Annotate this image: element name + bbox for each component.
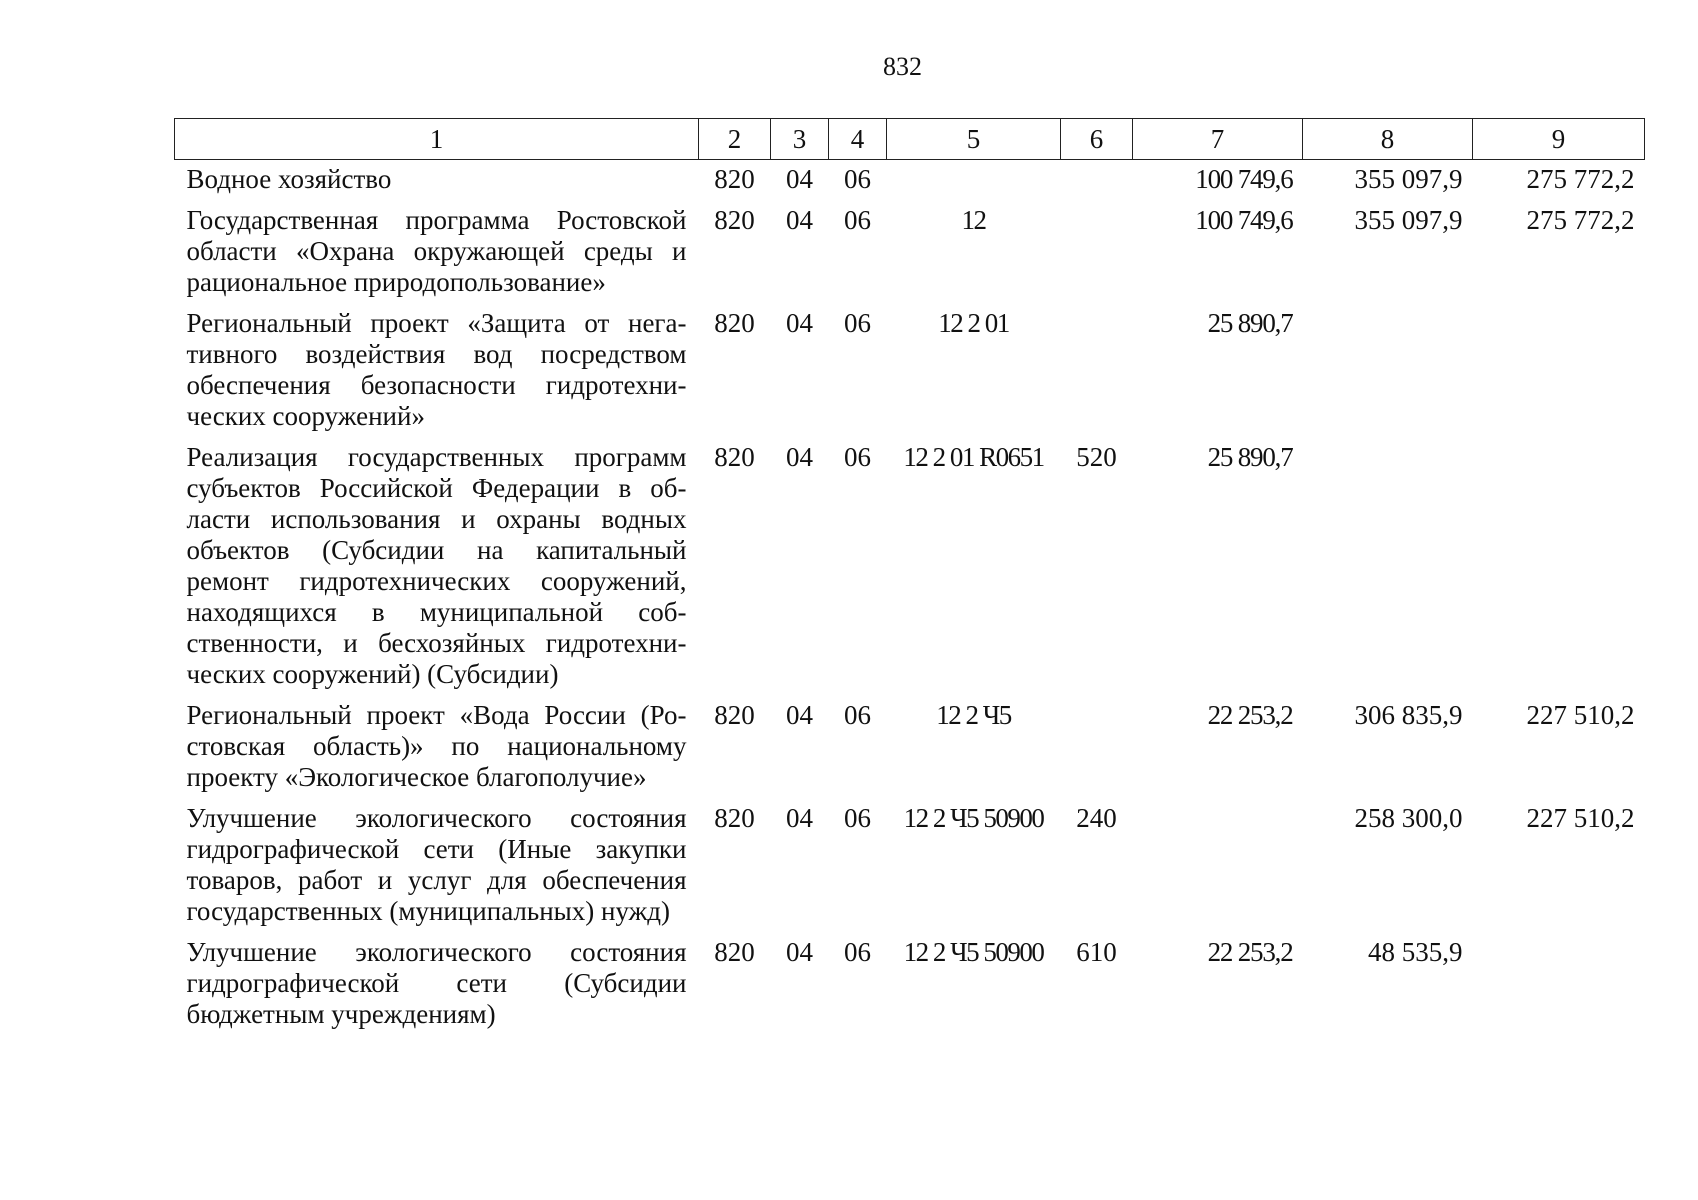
table-row: [175, 933, 1645, 1036]
ministry-code: 820: [714, 308, 755, 338]
header-cell-3: 3: [771, 119, 829, 160]
page-number: 832: [883, 52, 922, 81]
section-code: 04: [786, 803, 813, 833]
section-code: 04: [786, 205, 813, 235]
target-article-code: 12: [961, 205, 986, 235]
amount-col-9: [1473, 438, 1645, 696]
row-name: Региональный проект «Защита от негативного воздействия вод посредством обеспечения безопасности гидротехнических сооружений»: [186, 308, 687, 431]
expense-type-code: [1061, 304, 1133, 438]
section-code: 04: [786, 164, 813, 194]
row-name: Водное хозяйство: [186, 164, 392, 194]
amount-col-8: 48 535,9: [1368, 937, 1463, 967]
header-cell-8: 8: [1303, 119, 1473, 160]
table-row: [175, 201, 1645, 304]
table-row: [175, 696, 1645, 799]
amount-col-7: 25 890,7: [1207, 308, 1293, 338]
row-name: Реализация государственных программ субъектов Российской Федерации в области использования и охраны водных объектов (Субсидии на капитальный ремонт гидротехнических сооружений, находящихся в муниципальной собственности, и бесхозяйных гидротехнических сооружений) (Субсидии): [186, 442, 687, 689]
ministry-code: 820: [714, 164, 755, 194]
amount-col-7: 25 890,7: [1207, 442, 1293, 472]
section-code: 04: [786, 442, 813, 472]
section-code: 04: [786, 700, 813, 730]
amount-col-9: [1473, 304, 1645, 438]
header-cell-6: 6: [1061, 119, 1133, 160]
amount-col-9: 275 772,2: [1526, 205, 1635, 235]
subsection-code: 06: [844, 164, 871, 194]
subsection-code: 06: [844, 308, 871, 338]
section-code: 04: [786, 937, 813, 967]
subsection-code: 06: [844, 937, 871, 967]
amount-col-7: [1133, 799, 1303, 933]
expense-type-code: 520: [1076, 442, 1117, 472]
subsection-code: 06: [844, 442, 871, 472]
header-cell-2: 2: [699, 119, 771, 160]
ministry-code: 820: [714, 442, 755, 472]
amount-col-9: 275 772,2: [1526, 164, 1635, 194]
amount-col-8: [1303, 438, 1473, 696]
row-name: Улучшение экологического состояния гидрографической сети (Иные закупки товаров, работ и услуг для обеспечения государственных (муниципальных) нужд): [186, 803, 687, 926]
expense-type-code: [1061, 696, 1133, 799]
header-cell-1: 1: [175, 119, 699, 160]
target-article-code: 12 2 01: [938, 308, 1009, 338]
expense-type-code: [1061, 160, 1133, 202]
table-header: [175, 119, 1645, 160]
section-code: 04: [786, 308, 813, 338]
ministry-code: 820: [714, 700, 755, 730]
subsection-code: 06: [844, 700, 871, 730]
header-row: [175, 119, 1645, 160]
table-body: [175, 160, 1645, 1037]
table-row: [175, 304, 1645, 438]
subsection-code: 06: [844, 803, 871, 833]
target-article-code: 12 2 Ч5 50900: [903, 803, 1044, 833]
amount-col-8: 355 097,9: [1354, 205, 1463, 235]
header-cell-9: 9: [1473, 119, 1645, 160]
amount-col-8: 306 835,9: [1354, 700, 1463, 730]
ministry-code: 820: [714, 803, 755, 833]
amount-col-9: 227 510,2: [1526, 803, 1635, 833]
table-row: [175, 438, 1645, 696]
amount-col-7: 100 749,6: [1195, 164, 1293, 194]
header-cell-7: 7: [1133, 119, 1303, 160]
header-cell-5: 5: [887, 119, 1061, 160]
table-row: [175, 160, 1645, 202]
header-cell-4: 4: [829, 119, 887, 160]
amount-col-8: [1303, 304, 1473, 438]
target-article-code: 12 2 01 R0651: [903, 442, 1044, 472]
amount-col-8: 355 097,9: [1354, 164, 1463, 194]
amount-col-8: 258 300,0: [1354, 803, 1463, 833]
ministry-code: 820: [714, 205, 755, 235]
amount-col-7: 22 253,2: [1207, 700, 1293, 730]
budget-table: [174, 118, 1645, 1036]
target-article-code: 12 2 Ч5 50900: [903, 937, 1044, 967]
ministry-code: 820: [714, 937, 755, 967]
target-article-code: [887, 160, 1061, 202]
amount-col-9: 227 510,2: [1526, 700, 1635, 730]
row-name: Улучшение экологического состояния гидрографической сети (Субсидии бюджетным учреждениям): [186, 937, 687, 1029]
amount-col-7: 100 749,6: [1195, 205, 1293, 235]
amount-col-9: [1473, 933, 1645, 1036]
table-row: [175, 799, 1645, 933]
amount-col-7: 22 253,2: [1207, 937, 1293, 967]
subsection-code: 06: [844, 205, 871, 235]
row-name: Региональный проект «Вода России (Ростовская область)» по национальному проекту «Экологическое благополучие»: [186, 700, 687, 792]
expense-type-code: [1061, 201, 1133, 304]
row-name: Государственная программа Ростовской области «Охрана окружающей среды и рациональное природопользование»: [186, 205, 687, 297]
expense-type-code: 240: [1076, 803, 1117, 833]
target-article-code: 12 2 Ч5: [936, 700, 1011, 730]
expense-type-code: 610: [1076, 937, 1117, 967]
